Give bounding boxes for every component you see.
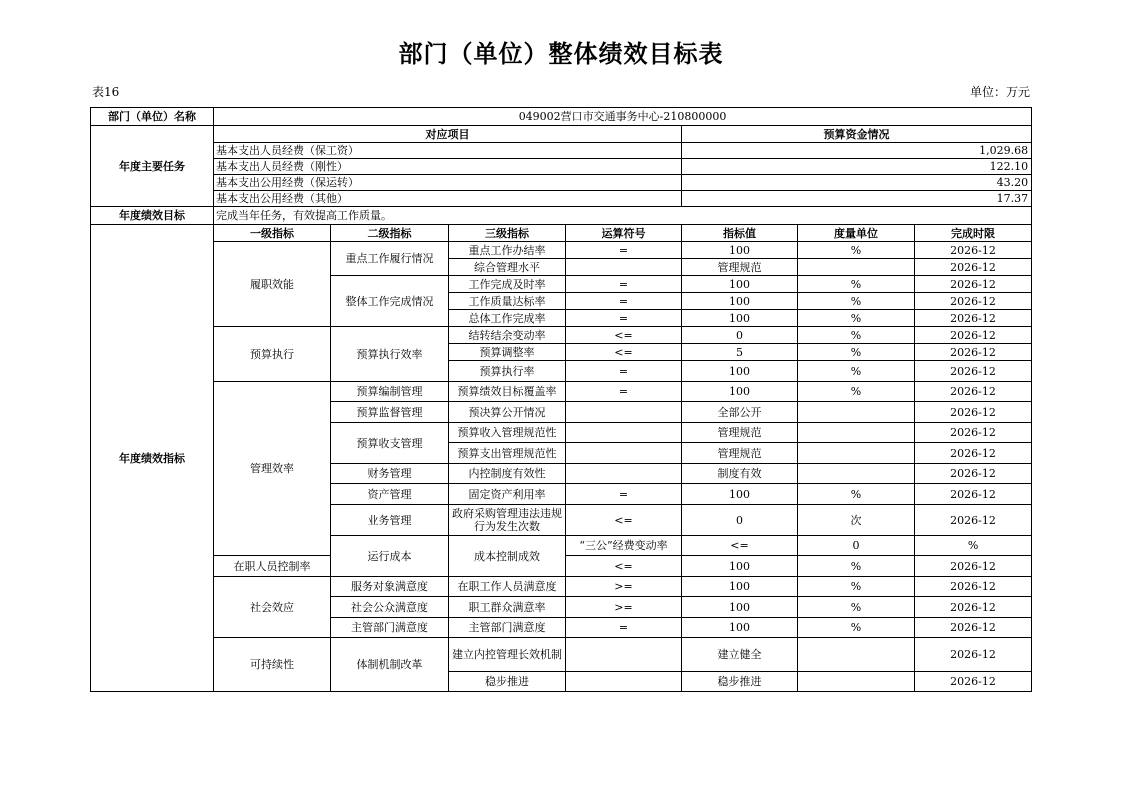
level3-cell: 预算执行率 (449, 361, 566, 382)
value-cell: 100 (682, 293, 798, 310)
level2-cell: 整体工作完成情况 (331, 276, 449, 327)
unit-cell (798, 423, 915, 443)
level3-cell: 稳步推进 (449, 672, 566, 692)
level3-cell: 预算调整率 (449, 344, 566, 361)
operator-cell: <= (566, 327, 682, 344)
task-name: 基本支出公用经费（其他） (214, 191, 682, 207)
deadline-cell: 2026-12 (915, 443, 1032, 464)
unit-cell: 次 (798, 505, 915, 536)
level3-cell: 预算绩效目标覆盖率 (449, 382, 566, 402)
unit-cell: % (798, 310, 915, 327)
level3-cell: 总体工作完成率 (449, 310, 566, 327)
table-number: 表16 (92, 85, 120, 99)
header-operator: 运算符号 (566, 225, 682, 242)
goal-value: 完成当年任务，有效提高工作质量。 (214, 207, 1032, 225)
value-cell: 管理规范 (682, 443, 798, 464)
operator-cell: <= (566, 556, 682, 577)
value-cell: 0 (682, 327, 798, 344)
level1-cell: 预算执行 (214, 327, 331, 382)
level3-cell: 结转结余变动率 (449, 327, 566, 344)
operator-cell (566, 423, 682, 443)
unit-cell: % (798, 484, 915, 505)
value-cell: 管理规范 (682, 259, 798, 276)
header-unit: 度量单位 (798, 225, 915, 242)
value-cell: 100 (682, 618, 798, 638)
value-cell: 100 (682, 597, 798, 618)
deadline-cell: 2026-12 (915, 618, 1032, 638)
tasks-col-item: 对应项目 (214, 126, 682, 143)
level3-cell: 在职人员控制率 (214, 556, 331, 577)
level3-cell: “三公”经费变动率 (566, 536, 682, 556)
deadline-cell: 2026-12 (915, 242, 1032, 259)
indicators-label: 年度绩效指标 (91, 225, 214, 692)
deadline-cell: 2026-12 (915, 344, 1032, 361)
level2-cell: 预算编制管理 (331, 382, 449, 402)
unit-label: 单位：万元 (969, 85, 1030, 99)
level2-cell: 业务管理 (331, 505, 449, 536)
deadline-cell: 2026-12 (915, 310, 1032, 327)
deadline-cell: 2026-12 (915, 577, 1032, 597)
level2-cell: 预算收支管理 (331, 423, 449, 464)
value-cell: 100 (682, 242, 798, 259)
deadline-cell: 2026-12 (915, 259, 1032, 276)
operator-cell: = (566, 382, 682, 402)
unit-cell (798, 638, 915, 672)
value-cell: 100 (682, 484, 798, 505)
level2-cell: 服务对象满意度 (331, 577, 449, 597)
unit-cell (798, 259, 915, 276)
value-cell: 稳步推进 (682, 672, 798, 692)
level1-cell: 社会效应 (214, 577, 331, 638)
dept-value: 049002营口市交通事务中心-210800000 (214, 108, 1032, 126)
level3-cell: 内控制度有效性 (449, 464, 566, 484)
level3-cell: 预决算公开情况 (449, 402, 566, 423)
dept-label: 部门（单位）名称 (91, 108, 214, 126)
level1-cell: 履职效能 (214, 242, 331, 327)
value-cell: 0 (682, 505, 798, 536)
unit-cell (798, 672, 915, 692)
unit-cell: % (798, 276, 915, 293)
operator-cell (566, 464, 682, 484)
level3-cell: 预算收入管理规范性 (449, 423, 566, 443)
value-cell: 100 (682, 361, 798, 382)
operator-cell: = (566, 242, 682, 259)
value-cell: 100 (682, 556, 798, 577)
task-name: 基本支出人员经费（保工资） (214, 143, 682, 159)
level3-cell: 工作完成及时率 (449, 276, 566, 293)
operator-cell: = (566, 618, 682, 638)
page-title: 部门（单位）整体绩效目标表 (398, 40, 724, 68)
tasks-col-budget: 预算资金情况 (682, 126, 1032, 143)
operator-cell (566, 672, 682, 692)
level2-cell: 成本控制成效 (449, 536, 566, 577)
deadline-cell: 2026-12 (915, 402, 1032, 423)
operator-cell (566, 402, 682, 423)
deadline-cell: 2026-12 (915, 293, 1032, 310)
level2-cell: 预算执行效率 (331, 327, 449, 382)
unit-cell: % (915, 536, 1032, 556)
task-amount: 43.20 (682, 175, 1032, 191)
level1-cell: 管理效率 (214, 382, 331, 556)
value-cell: 100 (682, 310, 798, 327)
task-amount: 17.37 (682, 191, 1032, 207)
level3-cell: 预算支出管理规范性 (449, 443, 566, 464)
unit-cell: % (798, 577, 915, 597)
unit-cell (798, 443, 915, 464)
deadline-cell: 2026-12 (915, 423, 1032, 443)
level1-cell: 可持续性 (214, 638, 331, 692)
value-cell: 100 (682, 382, 798, 402)
deadline-cell: 2026-12 (915, 276, 1032, 293)
deadline-cell: 2026-12 (915, 638, 1032, 672)
operator-cell: = (566, 361, 682, 382)
level3-cell: 建立内控管理长效机制 (449, 638, 566, 672)
value-cell: 管理规范 (682, 423, 798, 443)
unit-cell (798, 464, 915, 484)
operator-cell (566, 443, 682, 464)
level2-cell: 体制机制改革 (331, 638, 449, 692)
unit-cell: % (798, 556, 915, 577)
task-amount: 122.10 (682, 159, 1032, 175)
header-deadline: 完成时限 (915, 225, 1032, 242)
operator-cell (566, 638, 682, 672)
level2-cell: 预算监督管理 (331, 402, 449, 423)
level2-cell: 财务管理 (331, 464, 449, 484)
deadline-cell: 2026-12 (915, 556, 1032, 577)
level3-cell: 政府采购管理违法违规行为发生次数 (449, 505, 566, 536)
operator-cell: = (566, 276, 682, 293)
performance-target-table (90, 107, 1032, 692)
deadline-cell: 2026-12 (915, 361, 1032, 382)
level3-cell: 固定资产利用率 (449, 484, 566, 505)
header-level2: 二级指标 (331, 225, 449, 242)
value-cell: 建立健全 (682, 638, 798, 672)
operator-cell: = (566, 484, 682, 505)
level1-cell: 运行成本 (331, 536, 449, 577)
unit-cell: % (798, 242, 915, 259)
header-level1: 一级指标 (214, 225, 331, 242)
deadline-cell: 2026-12 (915, 484, 1032, 505)
level3-cell: 综合管理水平 (449, 259, 566, 276)
operator-cell: <= (566, 344, 682, 361)
level3-cell: 主管部门满意度 (449, 618, 566, 638)
level2-cell: 资产管理 (331, 484, 449, 505)
value-cell: 100 (682, 577, 798, 597)
operator-cell: = (566, 293, 682, 310)
unit-cell: % (798, 618, 915, 638)
level3-cell: 在职工作人员满意度 (449, 577, 566, 597)
operator-cell (566, 259, 682, 276)
header-value: 指标值 (682, 225, 798, 242)
level3-cell: 工作质量达标率 (449, 293, 566, 310)
unit-cell: % (798, 597, 915, 618)
level3-cell: 重点工作办结率 (449, 242, 566, 259)
value-cell: 100 (682, 276, 798, 293)
deadline-cell: 2026-12 (915, 597, 1032, 618)
value-cell: 全部公开 (682, 402, 798, 423)
level2-cell: 重点工作履行情况 (331, 242, 449, 276)
level3-cell: 职工群众满意率 (449, 597, 566, 618)
task-name: 基本支出公用经费（保运转） (214, 175, 682, 191)
operator-cell: = (566, 310, 682, 327)
value-cell: 5 (682, 344, 798, 361)
goal-label: 年度绩效目标 (91, 207, 214, 225)
operator-cell: >= (566, 577, 682, 597)
deadline-cell: 2026-12 (915, 327, 1032, 344)
value-cell: 制度有效 (682, 464, 798, 484)
unit-cell (798, 402, 915, 423)
header-level3: 三级指标 (449, 225, 566, 242)
deadline-cell: 2026-12 (915, 672, 1032, 692)
level2-cell: 主管部门满意度 (331, 618, 449, 638)
operator-cell: <= (566, 505, 682, 536)
unit-cell: % (798, 293, 915, 310)
deadline-cell: 2026-12 (915, 382, 1032, 402)
task-amount: 1,029.68 (682, 143, 1032, 159)
deadline-cell: 2026-12 (915, 464, 1032, 484)
unit-cell: % (798, 327, 915, 344)
unit-cell: % (798, 361, 915, 382)
level2-cell: 社会公众满意度 (331, 597, 449, 618)
unit-cell: % (798, 382, 915, 402)
deadline-cell: 2026-12 (915, 505, 1032, 536)
task-name: 基本支出人员经费（刚性） (214, 159, 682, 175)
tasks-label: 年度主要任务 (91, 126, 214, 207)
operator-cell: >= (566, 597, 682, 618)
operator-cell: <= (682, 536, 798, 556)
unit-cell: % (798, 344, 915, 361)
value-cell: 0 (798, 536, 915, 556)
